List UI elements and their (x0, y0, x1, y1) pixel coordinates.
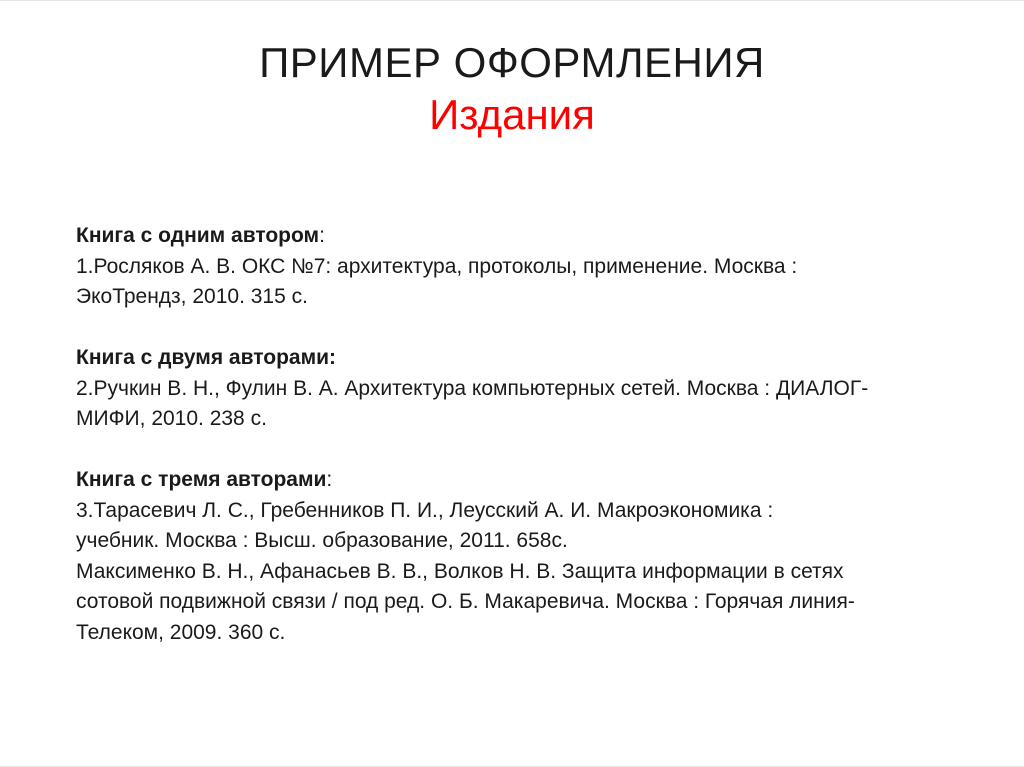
section-three-authors (76, 465, 976, 648)
reference-line: Телеком, 2009. 360 с. (76, 620, 286, 644)
section-heading (76, 465, 976, 496)
reference-line: ЭкоТрендз, 2010. 315 с. (76, 285, 308, 308)
slide-title: ПРИМЕР ОФОРМЛЕНИЯ (259, 39, 765, 86)
slide-subtitle: Издания (429, 91, 595, 138)
reference-line: 1.Росляков А. В. ОКС №7: архитектура, протоколы, применение. Москва : (76, 254, 798, 278)
section-heading-suffix: : (326, 468, 333, 491)
section-heading (76, 343, 976, 374)
section-heading-text: Книга с тремя авторами (76, 468, 327, 491)
section-heading-text: Книга с одним автором (76, 224, 320, 247)
reference-line: МИФИ, 2010. 238 с. (76, 407, 267, 430)
reference-line: Максименко В. Н., Афанасьев В. В., Волков Н. В. Защита информации в сетях (76, 559, 844, 583)
reference-line: учебник. Москва : Высш. образование, 2011. 658с. (76, 529, 568, 552)
section-one-author (76, 221, 976, 313)
section-heading (76, 221, 976, 252)
title-block (0, 37, 1024, 141)
section-heading-text: Книга с двумя авторами: (76, 346, 337, 369)
reference-line: 2.Ручкин В. Н., Фулин В. А. Архитектура компьютерных сетей. Москва : ДИАЛОГ- (76, 376, 869, 400)
content-body (76, 221, 976, 648)
reference-line: сотовой подвижной связи / под ред. О. Б. Макаревича. Москва : Горячая линия- (76, 590, 855, 613)
section-heading-suffix: : (319, 224, 325, 247)
reference-line: 3.Тарасевич Л. С., Гребенников П. И., Леусский А. И. Макроэкономика : (76, 498, 774, 522)
section-two-authors (76, 343, 976, 435)
